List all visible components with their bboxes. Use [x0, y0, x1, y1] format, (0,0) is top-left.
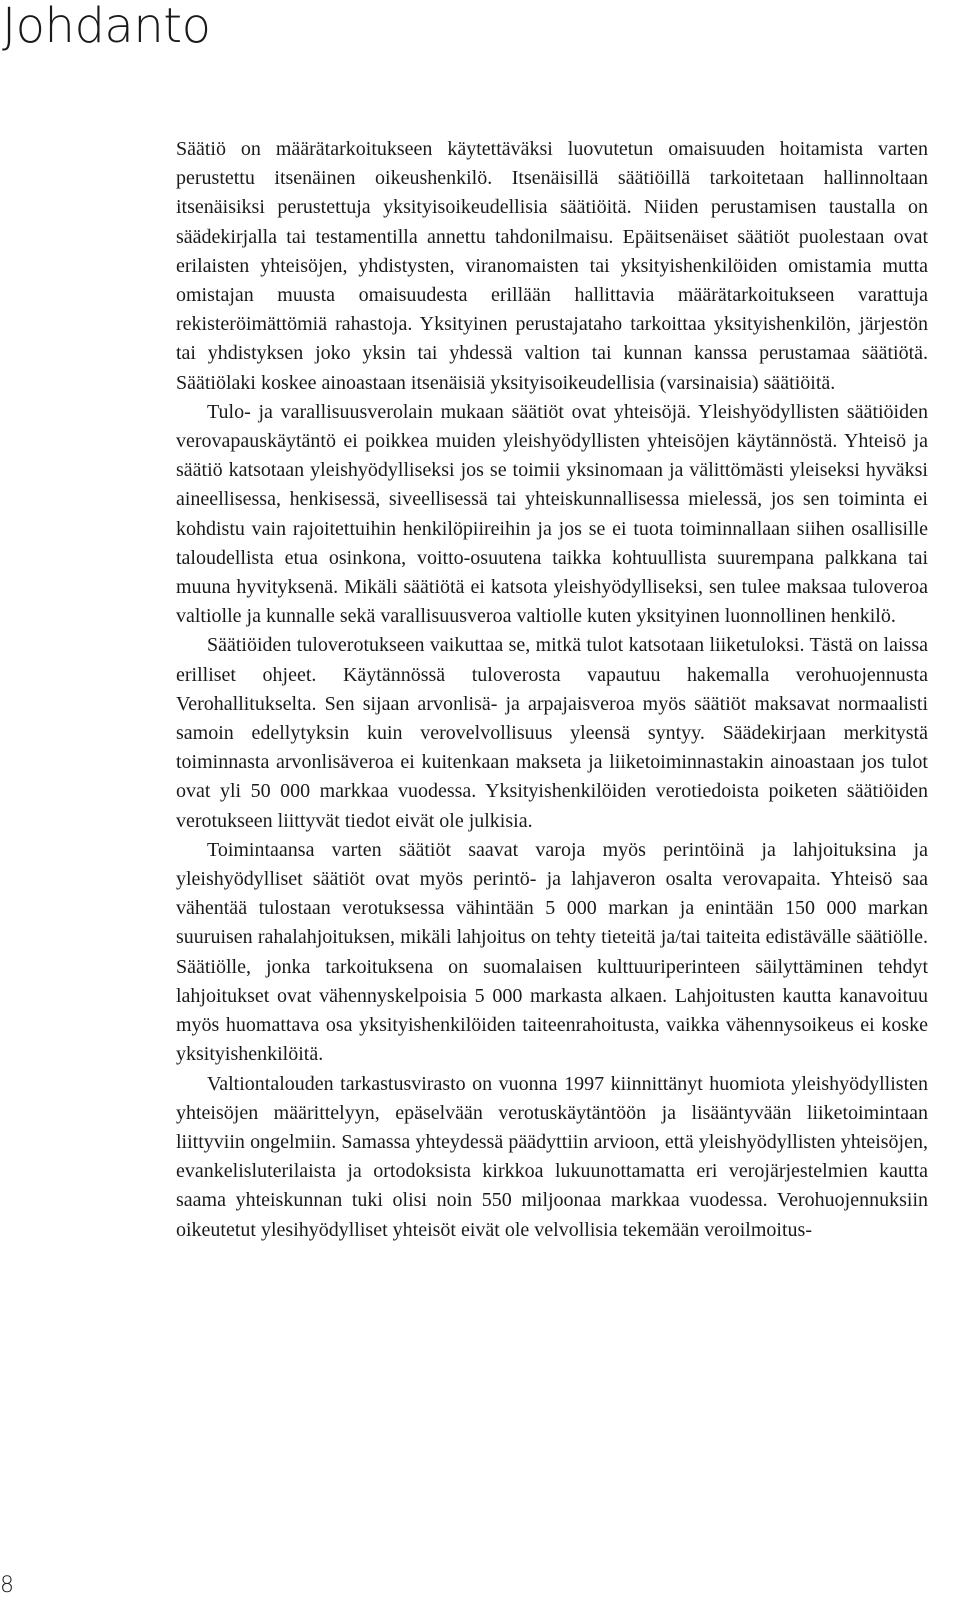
paragraph-3: Säätiöiden tuloverotukseen vaikuttaa se, mitkä tulot katsotaan liiketuloksi. Tästä on laissa erilliset ohjeet. Käytännössä tuloverosta vapautuu hakemalla verohuojennusta Verohallitukselta. Sen sijaan arvonlisä- ja arpajaisveroa myös säätiöt maksavat normaalisti samoin edellytyksin kuin verovelvollisuus yleensä syntyy. Säädekirjaan merkitystä toiminnasta arvonlisäveroa ei kuitenkaan makseta ja liiketoiminnastakin ainoastaan jos tulot ovat yli 50 000 markkaa vuodessa. Yksityishenkilöiden verotiedoista poiketen säätiöiden verotukseen liittyvät tiedot eivät ole julkisia.	[176, 634, 928, 832]
paragraph-1: Säätiö on määrätarkoitukseen käytettäväksi luovutetun omaisuuden hoitamista varten perustettu itsenäinen oikeushenkilö. Itsenäisillä säätiöillä tarkoitetaan hallinnoltaan itsenäisiksi perustettuja yksityisoikeudellisia säätiöitä. Niiden perustamisen taustalla on säädekirjalla tai testamentilla annettu tahdonilmaisu. Epäitsenäiset säätiöt puolestaan ovat erilaisten yhteisöjen, yhdistysten, viranomaisten tai yksityishenkilöiden omistamia mutta omistajan muusta omaisuudesta erillään hallittavia määrätarkoitukseen varattuja rekisteröimättömiä rahastoja. Yksityinen perustajataho tarkoittaa yksityishenkilön, järjestön tai yhdistyksen joko yksin tai yhdessä valtion tai kunnan kanssa perustamaa säätiötä. Säätiölaki koskee ainoastaan itsenäisiä yksityisoikeudellisia (varsinaisia) säätiöitä.	[176, 138, 928, 394]
page-number: 8	[0, 1573, 14, 1598]
paragraph-5: Valtiontalouden tarkastusvirasto on vuonna 1997 kiinnittänyt huomiota yleishyödyllisten yhteisöjen määrittelyyn, epäselvään verotuskäytäntöön ja lisääntyvään liiketoimintaan liittyviin ongelmiin. Samassa yhteydessä päädyttiin arvioon, että yleishyödyllisten yhteisöjen, evankelisluterilaista ja ortodoksista kirkkoa lukuunottamatta eri verojärjestelmien kautta saama yhteiskunnan tuki olisi noin 550 miljoonaa markkaa vuodessa. Verohuojennuksiin oikeutetut ylesihyödylliset yhteisöt eivät ole velvollisia tekemään veroilmoitus-	[176, 1072, 928, 1241]
paragraph-4: Toimintaansa varten säätiöt saavat varoja myös perintöinä ja lahjoituksina ja yleishyödylliset säätiöt ovat myös perintö- ja lahjaveron osalta verovapaita. Yhteisö saa vähentää tulostaan verotuksessa vähintään 5 000 markan ja enintään 150 000 markan suuruisen rahalahjoituksen, mikäli lahjoitus on tehty tieteitä ja/tai taiteita edistävälle säätiölle. Säätiölle, jonka tarkoituksena on suomalaisen kulttuuriperinteen säilyttäminen tehdyt lahjoitukset ovat vähennyskelpoisia 5 000 markasta alkaen. Lahjoitusten kautta kanavoituu myös huomattava osa yksityishenkilöiden taiteenrahoitusta, vaikka vähennysoikeus ei koske yksityishenkilöitä.	[176, 838, 928, 1066]
paragraph-2: Tulo- ja varallisuusverolain mukaan säätiöt ovat yhteisöjä. Yleishyödyllisten säätiöiden verovapauskäytäntö ei poikkea muiden yleishyödyllisten yhteisöjen käytännöstä. Yhteisö ja säätiö katsotaan yleishyödylliseksi jos se toimii yksinomaan ja välittömästi yleiseksi hyväksi aineellisessa, henkisessä, siveellisessä tai yhteiskunnallisessa mielessä, jos sen toiminta ei kohdistu vain rajoitettuihin henkilöpiireihin ja jos se ei tuota toiminnallaan siihen osallisille taloudellista etua osinkona, voitto-osuutena taikka kohtuullista suurempana palkkana tai muuna hyvityksenä. Mikäli säätiötä ei katsota yleishyödylliseksi, sen tulee maksaa tuloveroa valtiolle ja kunnalle sekä varallisuusveroa valtiolle kuten yksityinen luonnollinen henkilö.	[176, 400, 928, 628]
body-text	[176, 135, 928, 1245]
page-title: Johdanto	[2, 0, 211, 54]
